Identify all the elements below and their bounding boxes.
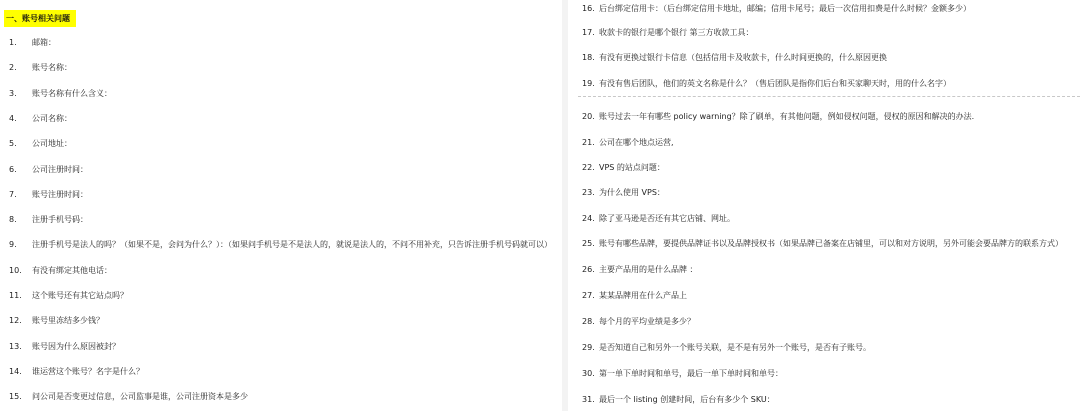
question-item (9, 265, 112, 277)
question-number: 12. (9, 316, 22, 326)
question-item (9, 164, 88, 176)
question-text: 邮箱： (32, 38, 56, 47)
question-number: 29. (582, 343, 595, 352)
question-item (582, 238, 1063, 250)
question-number: 6. (9, 164, 17, 174)
question-text: 谁运营这个账号？名字是什么？ (32, 366, 144, 376)
question-item (582, 316, 695, 328)
question-item (9, 239, 552, 251)
question-item (9, 88, 112, 100)
section-heading: 一、账号相关问题 (4, 10, 76, 27)
question-number: 2. (9, 63, 17, 73)
question-text: 公司地址： (32, 139, 72, 149)
question-item (9, 341, 120, 353)
question-item (9, 290, 128, 302)
question-text: 问公司是否变更过信息，公司监事是谁，公司注册资本是多少 (32, 392, 248, 402)
question-text: 账号有哪些品牌，要提供品牌证书以及品牌授权书（如果品牌已备案在店铺里，可以和对方说明，另外可能会要品牌方的联系方式） (599, 239, 1063, 248)
question-number: 9. (9, 240, 17, 250)
question-number: 16. (582, 4, 595, 13)
question-text: 有没有绑定其他电话： (32, 265, 112, 275)
question-text: 除了亚马逊是否还有其它店铺、网址。 (599, 214, 735, 223)
question-text: 这个账号还有其它站点吗？ (32, 291, 128, 300)
question-text: 后台绑定信用卡：（后台绑定信用卡地址，邮编；信用卡尾号；最后一次信用扣费是什么时候？金额多少） (599, 4, 971, 13)
question-item (582, 52, 887, 64)
question-text: 主要产品用的是什么品牌 ： (599, 265, 698, 274)
question-text: 第一单下单时间和单号，最后一单下单时间和单号： (599, 369, 783, 378)
question-text: 收款卡的银行是哪个银行 第三方收款工具： (599, 28, 754, 37)
question-number: 5. (9, 139, 17, 149)
question-text: 账号过去一年有哪些 policy warning？除了刷单，有其他问题，例如侵权问题，侵权的原因和解决的办法. (599, 112, 975, 121)
question-text: 账号注册时间： (32, 189, 88, 199)
question-number: 24. (582, 214, 595, 223)
question-number: 30. (582, 369, 595, 378)
question-number: 27. (582, 291, 595, 300)
question-text: 最后一个 listing 创建时间，后台有多少个 SKU： (599, 395, 775, 404)
question-number: 19. (582, 79, 595, 88)
question-item (9, 214, 88, 226)
question-item (582, 394, 775, 406)
question-item (582, 368, 783, 380)
question-text: 为什么使用 VPS： (599, 188, 665, 197)
question-item (582, 290, 687, 302)
question-item (582, 27, 754, 39)
question-text: 公司名称： (32, 113, 72, 123)
question-item (9, 138, 72, 150)
question-item (582, 137, 674, 149)
question-text: 注册手机号码： (32, 215, 88, 225)
question-item (9, 113, 72, 125)
question-text: 注册手机号是法人的吗？（如果不是，会问为什么？）：（如果问手机号是不是法人的，就说是法人的，不问不用补充，只告诉注册手机号码就可以） (32, 240, 552, 250)
question-item (9, 62, 72, 74)
question-number: 8. (9, 215, 17, 225)
question-number: 3. (9, 88, 17, 98)
question-item (9, 315, 104, 327)
question-text: VPS 的站点问题： (599, 163, 665, 172)
question-item (582, 111, 974, 123)
question-number: 10. (9, 265, 22, 275)
question-text: 有没有更换过银行卡信息（包括信用卡及收款卡，什么时间更换的，什么原因更换 (599, 53, 887, 62)
question-text: 公司在哪个地点运营, (599, 138, 674, 147)
question-text: 账号因为什么原因被封？ (32, 341, 120, 351)
question-number: 18. (582, 53, 595, 62)
question-number: 11. (9, 291, 22, 300)
question-number: 14. (9, 366, 22, 376)
question-item (9, 391, 248, 403)
question-number: 22. (582, 163, 595, 172)
question-item (582, 78, 951, 90)
question-number: 23. (582, 188, 595, 197)
question-number: 13. (9, 341, 22, 351)
right-page (568, 0, 1080, 411)
question-item (9, 37, 56, 49)
question-number: 17. (582, 28, 595, 37)
question-number: 4. (9, 113, 17, 123)
question-text: 公司注册时间： (32, 164, 88, 174)
question-text: 某某品牌用在什么产品上 (599, 291, 687, 300)
question-number: 26. (582, 265, 595, 274)
question-number: 7. (9, 189, 17, 199)
question-text: 账号名称： (32, 63, 72, 73)
question-item (582, 213, 735, 225)
question-number: 1. (9, 38, 17, 47)
question-text: 账号名称有什么含义： (32, 88, 112, 98)
question-item (9, 189, 88, 201)
question-number: 28. (582, 317, 595, 326)
question-text: 有没有售后团队，他们的英文名称是什么？（售后团队是指你们后台和买家聊天时，用的什么名字） (599, 79, 951, 88)
question-number: 20. (582, 112, 595, 121)
page-break-divider (578, 96, 1080, 98)
question-item (582, 3, 971, 15)
question-number: 31. (582, 395, 595, 404)
question-item (582, 342, 871, 354)
question-item (582, 162, 665, 174)
question-number: 25. (582, 239, 595, 248)
question-number: 21. (582, 138, 595, 147)
question-text: 是否知道自己和另外一个账号关联，是不是有另外一个账号，是否有子账号。 (599, 343, 871, 352)
question-text: 每个月的平均业绩是多少？ (599, 317, 695, 326)
question-item (9, 366, 144, 378)
question-item (582, 187, 665, 199)
question-text: 账号里冻结多少钱？ (32, 316, 104, 326)
question-item (582, 264, 698, 276)
question-number: 15. (9, 392, 22, 402)
